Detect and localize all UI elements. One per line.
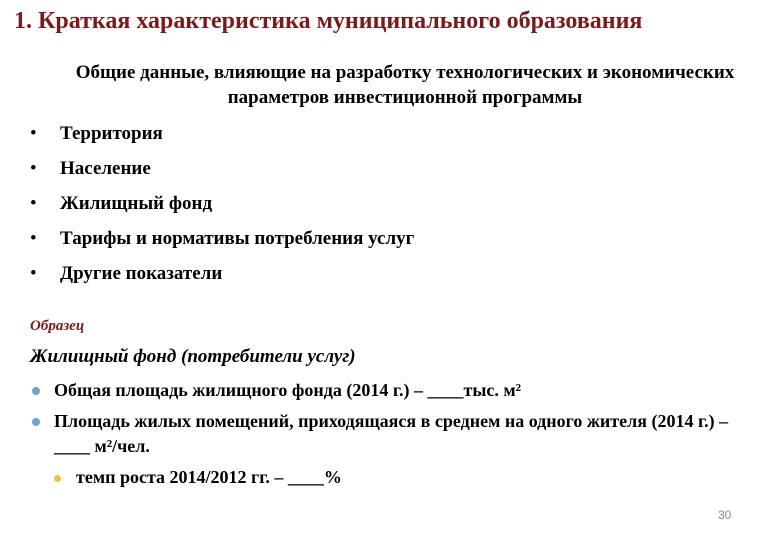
intro-text: Общие данные, влияющие на разработку технологических и экономических параметров инвестиционной программы — [75, 62, 735, 108]
bullet-icon: • — [30, 193, 37, 214]
list-item-label: темп роста 2014/2012 гг. – ____% — [76, 467, 342, 487]
list-item — [30, 409, 730, 459]
bullet-icon — [32, 387, 40, 395]
list-item — [30, 151, 414, 186]
list-item — [30, 378, 730, 403]
list-item — [30, 116, 414, 151]
list-item — [30, 221, 414, 256]
list-item-label: Территория — [60, 123, 163, 144]
topic-list — [30, 116, 414, 291]
list-item-label: Тарифы и нормативы потребления услуг — [60, 228, 415, 249]
bullet-icon: • — [30, 228, 37, 249]
page-number: 30 — [718, 508, 732, 522]
sample-label: Образец — [30, 318, 85, 334]
list-item-label: Жилищный фонд — [60, 193, 213, 214]
sample-list — [30, 378, 730, 496]
nested-bullet-icon — [54, 475, 61, 482]
list-item-label: Площадь жилых помещений, приходящаяся в среднем на одного жителя (2014 г.) – ____ м²/чел. — [54, 411, 729, 456]
bullet-icon: • — [30, 263, 37, 284]
bullet-icon — [32, 418, 40, 426]
list-item — [30, 186, 414, 221]
section-title: Жилищный фонд (потребители услуг) — [30, 346, 356, 367]
bullet-icon: • — [30, 158, 37, 179]
list-item-label: Общая площадь жилищного фонда (2014 г.) – ____тыс. м² — [54, 380, 522, 400]
nested-list-item — [30, 465, 730, 490]
list-item-label: Другие показатели — [60, 263, 223, 284]
bullet-icon: • — [30, 123, 37, 144]
list-item-label: Население — [60, 158, 151, 179]
slide-title: 1. Краткая характеристика муниципального образования — [14, 8, 643, 34]
list-item — [30, 256, 414, 291]
